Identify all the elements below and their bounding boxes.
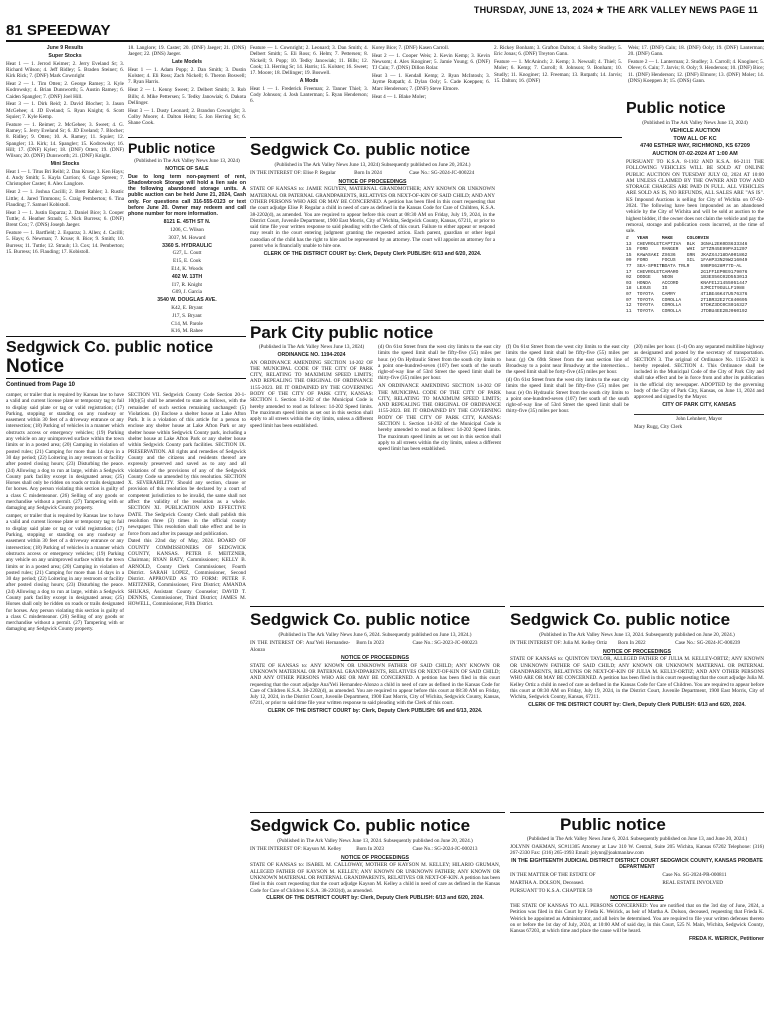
vehicle-cell: 18 <box>626 286 632 292</box>
mayor-signature: John Lehnherr, Mayor <box>634 414 764 422</box>
public-notice-heading: Public notice <box>560 815 666 834</box>
park-city-col-3 <box>506 344 629 604</box>
speedway-col-5 <box>494 45 622 115</box>
case-number: Case No.: SG-2023-JC-000223 <box>412 640 478 647</box>
vehicle-cell: DODGE <box>637 275 651 281</box>
ordinance-body: (f) On 61st Street from the west city limits to the east city limits the speed limit shall be fifty-five (55) miles per hour. (g) On 69th Street from the east section line of Broadway to a point near Broadway at the intersection... the speed limit shall be forty-five (45) miles per hour. <box>506 344 629 376</box>
vehicle-cell: 11 <box>626 308 632 314</box>
vehicle-cell: 1FTZR45E99PA31207 <box>700 247 748 253</box>
notice-body: camper, or trailer that is required by Kansas law to have a valid and current license plate or temporary tag to fail to display said plate or tag or valid registration; (17) Parking, stopping or standing on any roadway or easement within 30 feet of a driveway entrance or any intersection; (18) Parking of vehicles in a manner which obstructs access or emergency vehicles; (19) Parking any vehicle on any unimproved surface within the town limits or in a posted area; (20) Camping in violation of posted rules; (21) Camping for more than 14 days in a 30 day period; (22) Loitering in any restroom or facility after posted closing hours; (23) Disturbing the peace. (24) Allowing a dog to run at large, within a Sedgwick County park facility except in designated areas; (25) Horses shall only be ridden on roads or trails designated for horses. Any person violating this section is guilty of a class C misdemeanor. (26) Selling of any goods or merchandise without a permit. (27) Tampering with or damaging any Sedgwick County property. <box>6 513 124 633</box>
vehicle-cell: SEA-SPRITE <box>637 264 665 270</box>
vehicle-cell: 77 <box>626 264 632 270</box>
notice-title: NOTICE OF HEARING <box>610 895 664 902</box>
vehicle-cell: 09 <box>626 258 632 264</box>
unit: E14, K. Woods <box>171 265 203 272</box>
speedway-line: Heat 1 — 1. Adam Popp; 2. Dan Smith; 3. Dustin Kolster; 4. Eli Ross; Zach Nickell; 6. Theron Boswell; 7. Ryan Harris. <box>128 66 246 86</box>
unit: G27, L. Coutt <box>172 250 202 257</box>
public-notice-heading: Public notice <box>626 100 726 117</box>
vehicle-cell: JKAZX4J18DA001862 <box>700 252 748 258</box>
vehicle-cell: 1B3ES56C02D553013 <box>700 275 748 281</box>
divider <box>510 606 764 607</box>
divider <box>510 812 764 813</box>
vehicle-cell: CHEVROLET <box>637 241 662 247</box>
published-line: (Published in The Ark Valley News June 6, 2024. Subsequently published on June 13, 2024.) <box>278 632 472 638</box>
case-number: Case No.: SG-2024-JC-000239 <box>675 640 741 647</box>
storage-address: 8121 E. 45TH ST N. <box>163 219 211 226</box>
case-born: Born In 2024 <box>354 170 382 177</box>
park-city-heading: Park City public notice <box>250 323 434 342</box>
vehicle-cell: 15 <box>626 247 632 253</box>
park-city-col-1 <box>250 344 373 604</box>
vehicle-cell: 2G1FF1EP0E9179076 <box>700 269 748 275</box>
speedway-line: Heat 3 — 1. Dusty Leonard; 2. Brandon Cownright; 3. Colby Moore; 4. Dalton Helm; 5. Jon Herring Sr; 6. Shane Cook. <box>128 107 246 127</box>
vehicle-cell: 3GNAL2EK0DS633346 <box>700 241 748 247</box>
speedway-line: Feature 2 — 1. Lanterman; 2. Studley; 3. Carroll; 4. Knoginer; 5. Oleve; 6. Cain; 7. Jarvis; 8. Ooly; 9. Henderson; 10. (DNF) Bice; 11. (DNF) Henderson; 12. (DNF) Elmore; 13. (DNF) Moler; 14. (DNS) Koeppen Jr; 15. (DNS) Gann. <box>628 59 764 84</box>
unit: K42, E. Bryant <box>171 304 203 311</box>
vehicle-cell: SIL <box>686 258 695 264</box>
published-line: (Published in The Ark Valley News June 13, 2024) Subsequently published on June 20, 2024.) <box>274 162 471 168</box>
vehicle-cell: 2T1BR32E27C840695 <box>700 297 748 303</box>
sedgwick-heading: Sedgwick Co. public notice <box>510 610 731 629</box>
vehicle-cell: COLOR <box>686 236 701 242</box>
speedway-col-2 <box>128 45 246 135</box>
published-line: (Published in The Ark Valley News June 13, 2024) <box>258 344 365 350</box>
vehicle-cell: 02 <box>626 275 632 281</box>
speedway-line: Mini Stocks <box>50 161 80 168</box>
ordinance-body: (20) miles per hour. (1-4) On any separated multiline highway as designated and posted by the secretary of transportation. SECTION 3. The original of Ordinance No. 1155-2023 is hereby repealed. SECTION 4. This Ordinance shall be included in the Municipal Code of the City of Park City and shall take effect and be in force from and after its publication in the official city newspaper. ADOPTED by the governing body of the City of Park City, Kansas, on June 11, 2024 and approved and signed by the Mayor. <box>634 344 764 401</box>
vehicle-cell: 1FAHP33N29W216049 <box>700 258 748 264</box>
published-line: (Published in The Ark Valley News June 13, 2024. Subsequently published on June 20, 2024.) <box>277 838 473 844</box>
published-line: (Published in The Ark Valley News June 6, 2024. Subsequently published on June 13, and June 20, 2024.) <box>526 836 748 842</box>
vehicle-cell: ACCORD <box>661 280 679 286</box>
vehicle-cell: CAPTIVA <box>661 241 682 247</box>
public-notice-heading: Public notice <box>128 140 216 156</box>
unit: K16, M. Rahee <box>171 328 203 334</box>
vehicle-cell: KAWASAKI <box>637 252 660 258</box>
notice-body: SECTION VII. Sedgwick County Code Section 20-1-10(b)(5) shall be amended to state as follows, with the remainder of such section remaining unchanged: (5) Violations. (b) Enclose a shelter house at Lake Afton Park. It is a violation of this article for a person to enclose any shelter house at Lake Afton Park or any shelter house within Sedgwick County park, including a shelter house at Lake Afton Park or any shelter house within Sedgwick County park facilities. SECTION IX. PRESERVATION. All rights and remedies of Sedgwick County and the citizens and residents thereof are expressly preserved and saved as to any and all violations of the provisions of any of the Sedgwick County Code so amended by this resolution. SECTION X. SEVERABILITY. Should any section, clause or provision of this resolution be declared by a court of competent jurisdiction to be invalid, the same shall not affect the validity of the resolution as a whole. SECTION XI. PUBLICATION AND EFFECTIVE DATE. The Sedgwick County Clerk shall publish this resolution three (3) times in the official county newspaper. This resolution shall take effect and be in force from and after its passage and publication. <box>128 392 246 537</box>
published-line: (Published in The Ark Valley News June 13, 2024) <box>642 120 748 126</box>
clerk-signature: CLERK OF THE DISTRICT COURT by: Clerk, Deputy Clerk PUBLISH: 6/13 and 6/20, 2024. <box>266 895 484 902</box>
estate-matter: IN THE MATTER OF THE ESTATE OF <box>510 871 596 878</box>
speedway-line: Feature — 1. McAninch; 2. Kemp; 3. Newsall; 4. Thiel; 5. Moler; 6. Kemp; 7. Carroll; 8. Johnson; 9. Bonham; 10. Studly; 11. Knoginer; 12. Freeman; 13. Rutpath; 14. Jarvis; 15. Dalton; 16. (DNF) <box>494 59 622 84</box>
ordinance-body: AN ORDINANCE AMENDING SECTION 14-202 OF THE MUNICIPAL CODE OF THE CITY OF PARK CITY, RELATING TO MAXIMUM SPEED LIMITS; AND REPEALING THE ORIGINAL OF ORDINANCE 1155-2023. BE IT ORDAINED BY THE GOVERNING BODY OF THE CITY OF PARK CITY, KANSAS: SECTION 1. Section 14-202 of the Municipal Code is hereby amended to read as follows: 14-202 Speed limits. The maximum speed limits as set out in this section shall apply to all streets within the city limits, unless a different speed limit has been established. <box>250 359 373 429</box>
header-rule <box>6 40 764 42</box>
vehicle-cell: FOCUS <box>661 258 676 264</box>
speedway-line: 2. Rickey Bonham; 3. Grafton Dalton; 4. Shelby Studley; 5. Eric Jonas; 6. (DNF) Treyton Gann. <box>494 45 622 58</box>
divider <box>250 137 622 138</box>
decedent-name: MARTHA A. DOLSON, Deceased. <box>510 879 585 886</box>
notice-title: NOTICE OF PROCEEDINGS <box>602 648 672 655</box>
attorney-info: JOLYNN OAKMAN, SC#11305 Attorney at Law 310 W. Central, Suite 205 Wichita, Kansas 67202 Telephone: (316) 267-2330 Fax: (316) 265-1993 Email: jolynn@joakmanlaw.com <box>510 843 764 857</box>
notice-body: STATE OF KANSAS to: ISABEL M. CALLOWAY, MOTHER OF KAYSON M. KELLEY; HILARIO GRUMAN, ALLEGED FATHER OF KAYSON M. KELLEY; ANY KNOWN OR UNKNOWN FATHER; ANY KNOWN OR UNKNOWN MATERNAL OR PATERNAL GRANDPARENTS, RELATIVES OR NEXT-OF-KIN. A petition has been filed in this court requesting that the court adjudge Kayson M. Kelley a child in need of care as defined in the Kansas Code for Care of Children K.S.A. 38-2202(d), as amended. <box>250 862 500 894</box>
sedgwick-notice-2 <box>250 632 500 810</box>
ordinance-body: (d) On 61st Street from the west city limits to the east city limits the speed limit shall be fifty-five (55) miles per hour. (e) On Hydraulic Street from the south city limits to a point one-hundred-seven (107) feet south of the south right-of-way line of 53rd Street the speed limit shall be thirty-five (35) miles per hour. <box>506 376 629 415</box>
published-line: (Published in The Ark Valley News June 13, 2024) <box>134 158 240 164</box>
speedway-line: Heat 3 — 1. Justin Esparza; 2. Daniel Bice; 3. Cooper Tuttle; 4. Heather Straub; 5. Nick Burress; 6. (DNF) Brent Cox; 7. (DNS) Joseph Jaeger. <box>6 209 124 229</box>
speedway-line: Feature — 1. Reimer; 2. McGehee; 3. Sweet; 4. G. Ramey; 5. Jerry Eveland Sr; 6. JD Eveland; 7. Blocher; 8. Ridley; 9. Otten; 10. A. Ramey; 11. Squier; 12. Spangler; 13. Kirk; 14. Spangler; 15. Kodrowsky; 16. Hill; 17. (DNF) Kyler; 18. (DNF) Otten; 19. (DNF) Wilson; 20. (DNF) Dunsworth; 21. (DNF) Knight. <box>6 121 124 160</box>
vehicle-cell: ZX636 <box>661 252 676 258</box>
park-city-col-4 <box>634 344 764 604</box>
speedway-line: A Mods <box>299 77 319 84</box>
vehicle-cell: LEXUS <box>637 286 651 292</box>
vehicle-cell: TOYOTA <box>637 297 654 303</box>
vehicle-cell: FORD <box>637 247 649 253</box>
vehicle-cell: HONDA <box>637 280 651 286</box>
vehicle-cell: FORD <box>637 258 649 264</box>
vehicle-cell: 03 <box>626 280 632 286</box>
speedway-line: Super Stocks <box>48 52 82 59</box>
notice-title: NOTICE OF PROCEEDINGS <box>338 178 407 185</box>
speedway-col-1 <box>6 45 124 327</box>
vehicle-cell: 59BPS628M77D-AL <box>700 264 742 270</box>
continued-from: Continued from Page 10 <box>6 382 76 388</box>
vehicle-cell: VIN <box>700 236 709 242</box>
divider <box>6 378 246 379</box>
vehicle-cell: BLK <box>686 241 695 247</box>
attest: Mary Rugg, City Clerk <box>634 424 683 431</box>
storage-address: 3540 W. DOUGLAS AVE. <box>157 297 217 304</box>
case-interest: IN THE INTEREST OF: Ana'Yeli Hernandez-Alonzo <box>250 640 350 653</box>
sedgwick-notice-1 <box>250 162 495 318</box>
vehicle-cell: 4T1BE46K47U576376 <box>700 291 748 297</box>
case-born: Born In 2023 <box>356 640 384 647</box>
unit: J17, S. Bryant <box>172 312 202 319</box>
section-title: 81 SPEEDWAY <box>6 22 111 39</box>
vehicle-cell: SJMCIT9GULLF1988 <box>700 286 745 292</box>
speedway-line: Heat 1 — 1. Frederick Freeman; 2. Tanner Thiel; 3. Cody Johnson; 4. Josh Lanterman; 5. Ryan Henderson; 6. <box>250 85 368 105</box>
case-interest: IN THE INTEREST OF: Julia M. Kelley Ortiz <box>510 640 608 647</box>
statute: PURSUANT TO K.S.A. CHAPTER 59 <box>510 887 593 894</box>
public-notice-3 <box>510 836 764 1018</box>
dateline: THURSDAY, JUNE 13, 2024 ★ THE ARK VALLEY NEWS PAGE 11 <box>473 5 758 15</box>
clerk-signature: CLERK OF THE DISTRICT COURT by: Clerk, Deputy Clerk PUBLISH: 6/6 and 6/13, 2024. <box>267 708 483 715</box>
vehicle-row <box>626 309 764 315</box>
notice-title: NOTICE OF SALE <box>165 165 209 172</box>
vehicle-cell: KNAFE121455051447 <box>700 280 748 286</box>
speedway-line: Heat 2 — 1. Joshua Cacilli; 2. Brett Rahler; 3. Rustic Little; 4. Jared Timmons; 5. Craig Pemberton; 6. Tina Flauding; 7. Samuel Kobistoll. <box>6 189 124 208</box>
sedgwick-notice-3 <box>250 838 500 1018</box>
unit: C14, M. Parole <box>171 320 203 327</box>
notice-column-2 <box>128 392 246 1018</box>
sedgwick-heading: Sedgwick Co. public notice <box>250 140 471 159</box>
sedgwick-heading: Sedgwick Co. public notice <box>250 816 471 835</box>
court-name: IN THE EIGHTEENTH JUDICIAL DISTRICT DISTRICT COURT SEDGWICK COUNTY, KANSAS PROBATE DEPARTMENT <box>511 857 763 871</box>
unit: E15, E. Cook <box>173 258 201 265</box>
vehicle-cell: CAMRY <box>661 291 676 297</box>
vehicle-cell: COROLLA <box>661 308 682 314</box>
notice-body: Dated this 22nd day of May, 2024. BOARD OF COUNTY COMMISSIONERS OF SEDGWICK COUNTY, KANSAS. PETER F. MEITZNER, Chairman; RYAN BATY, Commissioner; KELLY B. ARNOLD, County Clerk Commissioner, Fourth District. SARAH LOPEZ, Commissioner, Second District. APPROVED AS TO FORM: PETER F. MEITZNER, Commissioner, First District; AMANDA SHUKAS, Assistant County Counselor; DAVID T. DENNIS, Commissioner, Third District; JAMES M. HOWELL, Commissioner, Fifth District. <box>128 538 246 608</box>
clerk-signature: CLERK OF THE DISTRICT COURT by: Clerk, Deputy Clerk PUBLISH: 6/13 and 6/20, 2024. <box>528 701 746 708</box>
vehicle-cell: MAKE <box>661 236 673 242</box>
vehicle-cell: WHI <box>686 247 695 253</box>
speedway-line: Heat 2 — 1. Kenny Sweet; 2. Delbert Smith; 3. Rob Bills; 4. Mike Pettersen; 5. Tedky Janowiak; 6. Dakota Dellinger. <box>128 87 246 106</box>
storage-address: 402 W. 13TH <box>171 273 203 280</box>
sedgwick-notice-4 <box>510 632 764 812</box>
notice-column-1 <box>6 392 124 1018</box>
speedway-line: Weis; 17. (DNF) Cain; 18. (DNF) Ooly; 19. (DNF) Lanterman; 20. (DNF) Gann. <box>628 45 764 58</box>
notice-body: STATE OF KANSAS to: JAMIE NGUYEN, MATERNAL GRANDMOTHER; ANY KNOWN OR UNKNOWN MATERNAL OR PATERNAL GRANDPARENTS, RELATIVES OR NEXT-OF-KIN OF SAID CHILD; AND ANY OTHER PERSONS WHO ARE OR MAY BE CONCERNED. A petition has been filed in this court requesting that the court adjudge Elise P. Regalar a child in need of care as defined in the Kansas Code for Care of Children, K.S.A. 38-2202(d), as amended. You are required to appear before this court at 08:30 AM on Friday, July 19, 2024, in the District Court, Juvenile Department, 1900 East Morris, City of Wichita, Sedgwick County, Kansas, 67211, or prior to said time file your written response to said pleading with the Clerk of this court. Failure to either appear or respond may result in the court entering judgment granting the requested action. Each parent, guardian or other legal custodian of the child has the right to hire and be represented by an attorney. The court will appoint an attorney for a parent who is financially unable to hire one. <box>250 186 495 250</box>
public-notice-2 <box>626 120 764 326</box>
vehicle-cell: CHEVROLET <box>637 269 662 275</box>
auction-header: VEHICLE AUCTION <box>669 127 721 134</box>
speedway-line: Korey Bice; 7. (DNF) Kasen Carroll. <box>372 45 450 51</box>
ordinance-body: AN ORDINANCE AMENDING SECTION 14-202 OF THE MUNICIPAL CODE OF THE CITY OF PARK CITY, RELATING TO MAXIMUM SPEED LIMITS; AND REPEALING THE ORIGINAL OF ORDINANCE 1155-2023. BE IT ORDAINED BY THE GOVERNING BODY OF THE CITY OF PARK CITY, KANSAS: SECTION 1. Section 14-202 of the Municipal Code is hereby amended to read as follows: 14-202 Speed limits. The maximum speed limits as set out in this section shall apply to all streets within the city limits, unless a different speed limit has been established. <box>378 383 501 453</box>
vehicle-cell: JTDBU4EE2BJ060192 <box>700 308 748 314</box>
storage-address: 3360 S. HYDRAULIC <box>162 242 212 249</box>
vehicle-cell: RANGER <box>661 247 679 253</box>
unit: 3037, M. Howard <box>168 234 206 241</box>
park-city-col-2 <box>378 344 501 604</box>
speedway-line: June 9 Results <box>46 45 84 51</box>
speedway-col-4 <box>372 45 490 135</box>
speedway-line: Heat 2 — 1. Cooper Weis; 2. Kevin Kemp; 3. Kevin Newsom; 4. Alex Knoginer; 5. Jamie Young; 6. (DNF) TJ Cain; 7. (DNS) Dillon Rolar. <box>372 52 490 72</box>
notice-big: Notice <box>6 356 65 377</box>
notice-body: THE STATE OF KANSAS TO ALL PERSONS CONCERNED: You are notified that on the 3rd day of June, 2024, a Petition was filed in this Court by Frieda K. Weirick, as heir of Martha A. Dolson, deceased, requesting that Frieda K. Weirick be appointed as Administrator, and all heirs be determined. You are required to file your written defenses thereto on or before the 1st day of July, 2024, at 10:00 AM of said day, in this Court, 525 N. Main, Wichita, Sedgwick County, Kansas 67203, at which time and place the cause will be heard. <box>510 903 764 935</box>
speedway-line: Heat 1 — 1. Titus Bri Reibl; 2. Dan Kruse; 3. Ken Hays; 4. Andy Smith; 5. Kayla Carrion; 6. Gage Spreen; 7. Christopher Caster; 8. Alex Langlore. <box>6 168 124 188</box>
vehicle-table <box>626 236 764 314</box>
case-interest: IN THE INTEREST OF: Elise P. Regalar <box>250 170 336 177</box>
unit: 1206, C. Wilson <box>170 226 204 233</box>
speedway-line: Late Models <box>172 59 202 66</box>
page-header <box>0 0 770 22</box>
notice-title: NOTICE OF PROCEEDINGS <box>340 854 410 861</box>
case-number: Case No. SG-2024-PR-000811 <box>662 871 727 878</box>
case-number: Case No.: SG-2024-JC-000213 <box>412 846 478 853</box>
speedway-line: Heat 4 — 1. Blake Moler; <box>372 93 427 100</box>
vehicle-cell <box>687 309 701 315</box>
vehicle-cell: COROLLA <box>661 303 682 309</box>
divider <box>6 336 246 337</box>
notice-title: NOTICE OF PROCEEDINGS <box>340 654 410 661</box>
vehicle-cell: 12 <box>626 303 632 309</box>
divider <box>250 812 505 813</box>
speedway-col-3 <box>250 45 368 135</box>
unit: G09, J. Garcia <box>172 289 202 296</box>
speedway-line: Feature — 1. Cownright; 2. Leonard; 3. Dan Smith; 4. Delbert Smith; 5. Eli Ross; 6. Helm; 7. Pettersen; 8. Nickell; 9. Popp; 10. Tedky Janowiak; 11. Bills; 12. Cook; 13. Herring Sr; 14. Harris; 15. Kolster; 16. Sweet; 17. Moore; 18. Dellinger; 19. Boswell. <box>250 45 368 77</box>
auction-header: 4740 ESTHER WAY, RICHMOND, KS 67209 <box>640 143 750 150</box>
vehicle-cell: TOYOTA <box>637 303 654 309</box>
vehicle-cell: BOATA TRLR <box>661 264 690 270</box>
auction-header: AUCTION 07-02-2024 AT 1:00 AM <box>652 151 738 158</box>
notice-body: Due to long term non-payment of rent, Shadowbrook Storage will hold a lien sale on the following abandoned storage units. A public auction can be held June 21, 2024, Cash only. For questions call 316-555-0123 or text before June 20. Owner may redeem and call phone number for more information. <box>128 173 246 218</box>
vehicle-cell: GRN <box>686 252 695 258</box>
vehicle-cell: COROLLA <box>661 297 682 303</box>
vehicle-cell: 17 <box>626 269 632 275</box>
vehicle-cell: 13 <box>626 241 632 247</box>
ordinance-body: (d) On 61st Street from the west city limits to the east city limits the speed limit shall be fifty-five (55) miles per hour. (e) On Hydraulic Street from the south city limits to a point one-hundred-seven (107) feet south of the south right-of-way line of 53rd Street the speed limit shall be thirty-five (35) miles per hour. <box>378 344 501 382</box>
case-interest: IN THE INTEREST OF: Kayson M. Kelley <box>250 846 342 853</box>
vehicle-cell: CAMARO <box>661 269 679 275</box>
petitioner-signature: FREDA K. WEIRICK, Petitioner <box>688 936 764 943</box>
published-line: (Published in The Ark Valley News June 13, 2024. Subsequently published on June 20, 2024.) <box>539 632 735 638</box>
vehicle-cell: IS <box>661 286 668 292</box>
divider <box>250 606 505 607</box>
auction-header: TOW ALL OF KC <box>673 135 717 142</box>
vehicle-cell: # <box>626 236 629 242</box>
notice-body: STATE OF KANSAS to: QUINTON TAYLOR, ALLEGED FATHER OF JULIA M. KELLEY-ORTIZ; ANY KNOWN OR UNKNOWN FATHER OF SAID CHILD; ANY KNOWN OR UNKNOWN MATERNAL OR PATERNAL GRANDPARENTS, RELATIVES OR NEXT-OF-KIN OF JULIA M. KELLY-ORTIZ; AND ANY OTHER PERSONS WHO ARE OR MAY BE CONCERNED. A petition has been filed in this court requesting that the court adjudge Julia M. Kelley Ortiz a child in need of care as defined in the Kansas Code for Care of Children. You are required to appear before this court at 08:30 AM on Friday, July 19, 2024, in the District Court, Juvenile Department, 1900 East Morris, City of Wichita, Sedgwick County, Kansas, 67211. <box>510 656 764 701</box>
case-born: Born In 2022 <box>617 640 646 647</box>
notice-body: STATE OF KANSAS to: ANY KNOWN OR UNKNOWN FATHER OF SAID CHILD; ANY KNOWN OR UNKNOWN MATERNAL OR PATERNAL GRANDPARENTS, RELATIVES OR NEXT-OF-KIN OF SAID CHILD; AND ANY OTHER PERSONS WHO ARE OR MAY BE CONCERNED. A petition has been filed in this court requesting that the court adjudge Ana'Yeli Hernandez-Alonzo a child in need of care as defined in the Kansas Code for Care of Children K.S.A. 38-2202(d), as amended. You are required to appear before this court at 08:30 AM on Friday, July 12, 2024, in the District Court, Juvenile Department, 1900 East Morris, City of Wichita, Sedgwick County, Kansas, 67211, or prior to said time file your written response to said pleading with the Clerk of this court. <box>250 662 500 707</box>
sedgwick-heading: Sedgwick Co. public notice <box>6 339 214 356</box>
vehicle-cell: 07 <box>626 291 632 297</box>
vehicle-cell: TOYOTA <box>637 308 654 314</box>
vehicle-cell: TOYOTA <box>637 291 654 297</box>
vehicle-cell: 07 <box>626 297 632 303</box>
speedway-line: 18. Langlore; 19. Caster; 20. (DNF) Jaeger; 21. (DNS) Jaeger; 22. (DNS) Jaeger. <box>128 45 246 58</box>
real-estate-note: REAL ESTATE INVOLVED <box>662 879 723 886</box>
speedway-line: Heat 3 — 1. Kendall Kemp; 2. Ryan McIntosh; 3. Jayme Rutpath; 4. Dylan Ooly; 5. Cade Koeppen; 6. Marc Henderson; 7. (DNF) Steve Elmore. <box>372 73 490 92</box>
vehicle-cell: YEAR <box>637 236 649 242</box>
unit: I17, R. Knight <box>172 281 202 288</box>
clerk-signature: CLERK OF THE DISTRICT COURT by: Clerk, Deputy Clerk PUBLISH: 6/13 and 6/20, 2024. <box>263 250 482 257</box>
notice-body: PURSUANT TO K.S.A. 8-1102 AND K.S.A. 66-2111 THE FOLLOWING VEHICLES WILL BE SOLD AT ONLINE PUBLIC AUCTION ON TUESDAY JULY 02, 2024 AT 10:00 AM UNLESS CLAIMED BY THE OWNER AND TOW AND STORAGE CHARGES ARE PAID IN FULL. ALL VEHICLES ARE SOLD AS IS, NO REFUNDS, ALL SALES ARE "AS IS". KS Impound Auctions is selling for City of Wichita on 07-02-2024. The following have been impounded as an abandoned vehicle by the City of Wichita and will be sold at auction to the highest bidder, if the owner does not claim the vehicle and pay the removal, storage and publication costs incurred, at the time of sale. <box>626 158 764 235</box>
ordinance-number: ORDINANCE NO. 1194-2024 <box>277 351 346 358</box>
public-notice-1 <box>128 158 246 334</box>
vehicle-cell: 5TDKZ3DC0CS016327 <box>700 303 748 309</box>
vehicle-cell: 15 <box>626 252 632 258</box>
divider <box>128 137 246 138</box>
speedway-line: Heat 2 — 1. Tim Otten; 2. George Ramey; 3. Kyle Kodrowsky; 4. Brian Dunsworth; 5. Austin Ramey; 6. Caiden Spangler; 7. (DNF) Joel Hill. <box>6 80 124 100</box>
case-born: Born In 2023 <box>356 846 384 853</box>
vehicle-cell: NEON <box>661 275 673 281</box>
speedway-line: Heat 1 — 1. Jerrod Keimer; 2. Jerry Eveland Sr; 3. Richard Wilson; 4. Jeff Ridley; 5. Braden Steiner; 6. Kirk Rick; 7. (DNF) Mark Cownright <box>6 60 124 80</box>
speedway-line: Feature — 1. Bartfield; 2. Esparza; 3. Allen; 4. Cacilli; 5. Hays; 6. Newman; 7. Kruse; 8. Bice; 9. Smith; 10. Burress; 11. Tuttle; 12. Straub; 13. Cox; 14. Pemberton; 15. Burress; 16. Flauding; 17. Kobistoll. <box>6 230 124 255</box>
divider <box>250 320 764 321</box>
case-number: Case No.: SG-2024-JC-000224 <box>409 170 475 177</box>
sedgwick-heading: Sedgwick Co. public notice <box>250 610 471 629</box>
city-name: CITY OF PARK CITY, KANSAS <box>662 402 736 409</box>
notice-body: camper, or trailer that is required by Kansas law to have a valid and current license plate or temporary tag to fail to display said plate or tag or valid registration; (17) Parking, stopping or standing on any roadway or easement within 30 feet of a driveway entrance or any intersection; (18) Parking of vehicles in a manner which obstructs access or emergency vehicles; (19) Parking any vehicle on any unimproved surface within the town limits or in a posted area; (20) Camping in violation of posted rules; (21) Camping for more than 14 days in a 30 day period; (22) Loitering in any restroom or facility after posted closing hours; (23) Disturbing the peace. (24) Allowing a dog to run at large, within a Sedgwick County park facility except in designated areas; (25) Horses shall only be ridden on roads or trails designated for horses. Any person violating this section is guilty of a class C misdemeanor. (26) Selling of any goods or merchandise without a permit. (27) Tampering with or damaging any Sedgwick County property. <box>6 392 124 512</box>
speedway-line: Heat 3 — 1. Dirk Reid; 2. David Blocher; 3. Jason McGehee; 4. JD Eveland; 5. Ryan Knight; 6. Scott Squier; 7. Kyle Kemp. <box>6 101 124 120</box>
